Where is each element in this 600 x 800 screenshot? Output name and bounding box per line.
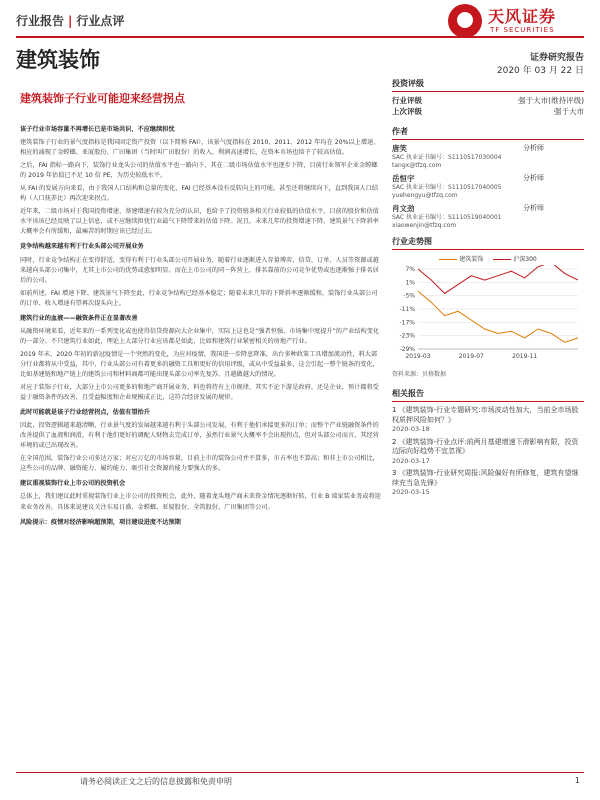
section-heading: 建筑行业的血液——融资条件正在显著改善 [20, 314, 138, 322]
y-tick-label: -11% [399, 306, 415, 314]
paragraph: 从融资环境来看，近年来的一系列变化或也使得信贷资源向大企业集中，实际上这也是“强者恒强、市场集中度提升”的产业结构变化的一部分。不只建筑行业如此，理论上大部分行业应该都是如此，比如和建筑行业紧密相关的房地产行业。 [20, 327, 380, 345]
tag-industry-comment: 行业点评 [76, 14, 125, 28]
main-title: 建筑装饰子行业可能迎来经营拐点 [20, 92, 185, 105]
author-role: 分析师 [523, 173, 544, 182]
logo-en: TF SECURITIES [490, 26, 555, 34]
y-tick-label: 1% [405, 279, 415, 287]
related-report[interactable] [392, 438, 584, 466]
related-section [392, 388, 584, 497]
section-heading: 竞争结构越来越有利于行业头部公司开展业务 [20, 243, 144, 251]
industry-rating-label: 行业评级 [392, 96, 422, 105]
related-report[interactable] [392, 469, 584, 497]
footer-divider [16, 772, 584, 773]
prev-rating-value: 强于大市 [554, 107, 584, 117]
legend-label: 建筑装饰 [459, 256, 484, 264]
y-tick-label: -5% [403, 292, 415, 300]
related-title: 相关报告 [392, 388, 584, 402]
x-tick-label: 2019-11 [512, 353, 538, 361]
author-role: 分析师 [523, 203, 544, 212]
chart-source: 资料来源：贝格数据 [392, 371, 447, 379]
author-cert: SAC 执业证书编号：S1110517030004 [392, 153, 502, 161]
y-tick-label: -17% [399, 319, 415, 327]
paragraph: 对应于装饰子行业，大部分上市公司更多的和地产商开展业务，料也将持有上市规律，其实不论下游是政府、还是企业，预计都将受益于融资条件的改善，且受益幅度和企业规模成正比，这符合经济发展的规律。 [20, 384, 379, 402]
trend-section [392, 236, 584, 378]
sidebar [392, 78, 584, 497]
related-report-date: 2020-03-17 [392, 456, 430, 465]
author-entry [392, 203, 584, 230]
trend-chart [392, 265, 584, 365]
author-role: 分析师 [523, 143, 544, 152]
x-tick-label: 2019-07 [458, 353, 484, 361]
paragraph: 从 FAI 的发展方向来看，由于我国人口结构和总量的变化，FAI 已经基本没有反转向上的可能，甚至还将继续向下，直到我国人口结构（人口抚养比）再次迎来拐点。 [20, 185, 379, 203]
section-heading: 该子行业市场容量不再增长已是市场共识，不应继续担忧 [20, 126, 175, 133]
author-email[interactable]: tangx@tfzq.com [392, 161, 442, 169]
header-divider [16, 36, 584, 38]
authors-section [392, 126, 584, 231]
series-line [418, 265, 578, 293]
report-body [20, 120, 382, 531]
author-email[interactable]: xiaowenjin@tfzq.com [392, 221, 457, 229]
related-report-date: 2020-03-15 [392, 488, 430, 497]
related-report-title: 1 《建筑装饰-行业专题研究:市场波动性加大，当前全市场股权质押风险如何？》 [392, 406, 579, 424]
authors-title: 作者 [392, 126, 584, 140]
author-cert: SAC 执业证书编号：S1110519040001 [392, 213, 502, 221]
tag-industry-report: 行业报告 [16, 14, 65, 28]
report-date: 2020 年 03 月 22 日 [496, 66, 584, 76]
series-line [418, 291, 578, 342]
author-name: 岳恒宇 [392, 173, 415, 183]
author-email[interactable]: yuehengyu@tfzq.com [392, 191, 458, 199]
paragraph: 同时，行业竞争结构正在变得舒适，变得有利于行业头部公司开展业务，随着行业逐渐进入存量博弈，信贷、订单、人员等资源或越来越向头部公司集中，尤其上市公司的优势或愈加明显。而在上市公司的同一阵营上，排名靠前的公司竞争优势或也逐渐强于排名居后的公司。 [20, 256, 379, 284]
page-number: 1 [574, 776, 580, 785]
section-heading: 建议重视装饰行业上市公司的投资机会 [20, 480, 126, 488]
rating-section [392, 78, 584, 118]
author-entry [392, 143, 584, 170]
prev-rating-label: 上次评级 [392, 107, 422, 117]
rating-title: 投资评级 [392, 78, 584, 92]
paragraph: 近年来，二级市场对于我国投资增速、基建增速有较为充分的认识，也给予了投资链条相关行业较低的估值水平，目前的股价和估值水平该该已经反映了以上信息，或不应继续担忧行业最气下降带来的估值下降。况且，未来几年的投资增速下降、建筑景气下降斜率大概率会有所缓和，最痛苦的时期应该已经过去。 [20, 208, 379, 236]
legend-entry [439, 254, 483, 263]
author-name: 肖文劲 [392, 203, 415, 213]
category-title: 建筑装饰 [16, 48, 100, 72]
logo-cn: 天风证券 [488, 7, 557, 26]
paragraph: 建筑装饰子行业的景气度指标是我国固定资产投资（以下简称 FAI），该景气度指标在 2010、2011、2012 年均在 20%以上增速，相应的涌现了金螳螂、亚厦股份、广田集团（当时叫广田股份）的收入、利润高速增长，在资本市场也给予了较高估值。 [20, 139, 380, 157]
y-tick-label: 7% [405, 266, 415, 274]
section-heading: 此时可能就是该子行业经营拐点，估值有望抬升 [20, 409, 150, 417]
paragraph: 在全国范围，装饰行业公司多达万家；对应万亿的市场容量，目前上市的装饰公司并不算多，市占率也不算高；和非上市公司相比，这些公司的品牌、融资能力、履约能力、吸引社会资源的能力要强大的多。 [20, 455, 379, 473]
author-entry [392, 173, 584, 200]
disclaimer-link[interactable]: 请务必阅读正文之后的信息披露和免责申明 [80, 777, 232, 786]
report-tags: 行业报告 | 行业点评 [16, 14, 125, 28]
legend-entry [493, 254, 536, 263]
chart-legend [392, 254, 584, 263]
related-report-title: 2 《建筑装饰-行业点评:前两月基建增速下滑影响有限，投资边际向好趋势不宜忽视》 [392, 437, 579, 456]
section-heading: 风险提示：疫情对经济影响超预期，项目建设进度不达预期 [20, 518, 181, 526]
y-tick-label: -23% [399, 332, 415, 340]
y-tick-label: -29% [399, 346, 415, 354]
author-cert: SAC 执业证书编号：S1110517040005 [392, 183, 502, 191]
paragraph: 2019 年末、2020 年初的新冠疫情是一个突然的变化，为应对疫情，我国进一步降息降准，出台多种政策工具增加流动性，料大部分行业都将从中受益，其中，行业头部公司有着更多的融资工具和更好的信用评级，或从中受益最多，这会引起一整个链条的变化，比如基建链和地产链上的建筑公司和材料商都可能出现头部公司率先复苏、且越做越大的情况。 [20, 350, 379, 378]
logo-mark-icon [448, 4, 482, 38]
paragraph: 如前所述，FAI 增速下降、建筑景气下降至此，行业竞争结构已经基本稳定；随着未来几年的下降斜率逐渐缓和，装饰行业头部公司的订单、收入增速有望再次提头向上。 [20, 289, 378, 307]
paragraph: 因此，投资逻辑越来越清晰，行业景气度的发展越来越有利于头部公司发展，有利于他们承接更多的订单；而整个产业链融资条件的改善提供了血液和润滑，有利于他们更好的调配人财物去完成订单，虽然行业景气大概率不会出现拐点，但对头部公司而言，其经营环境的或已出现改善。 [20, 422, 379, 450]
x-tick-label: 2019-03 [405, 353, 431, 361]
related-report[interactable] [392, 406, 584, 434]
paragraph: 总体上，我们建议此时重视装饰行业上市公司的投资机会，此外，随着龙头地产商未来资金情况逐渐好转，行业 B 端家装业务或将迎来业务改善，具体来说建议关注东易日盛、金螳螂、亚厦股份、全筑股份、广田集团等公司。 [20, 493, 381, 511]
author-name: 唐笑 [392, 143, 407, 153]
report-type: 证券研究报告 [529, 53, 584, 63]
legend-label: 沪深300 [513, 256, 537, 264]
industry-rating-value: 强于大市(维持评级) [518, 96, 584, 105]
related-report-title: 3 《建筑装饰-行业研究周报:风险偏好有所修复，建筑有望继续充当急先锋》 [392, 469, 579, 487]
related-report-date: 2020-03-18 [392, 424, 430, 433]
paragraph: 之后，FAI 指标一路向下，装饰行业龙头公司的估值水平也一路向下，其在二级市场估值水平也逐步下降，目前行业领军企业金螳螂的 2019 年估值已不足 10 倍 PE，为历史较低水平。 [20, 162, 378, 180]
trend-title: 行业走势图 [392, 236, 584, 250]
